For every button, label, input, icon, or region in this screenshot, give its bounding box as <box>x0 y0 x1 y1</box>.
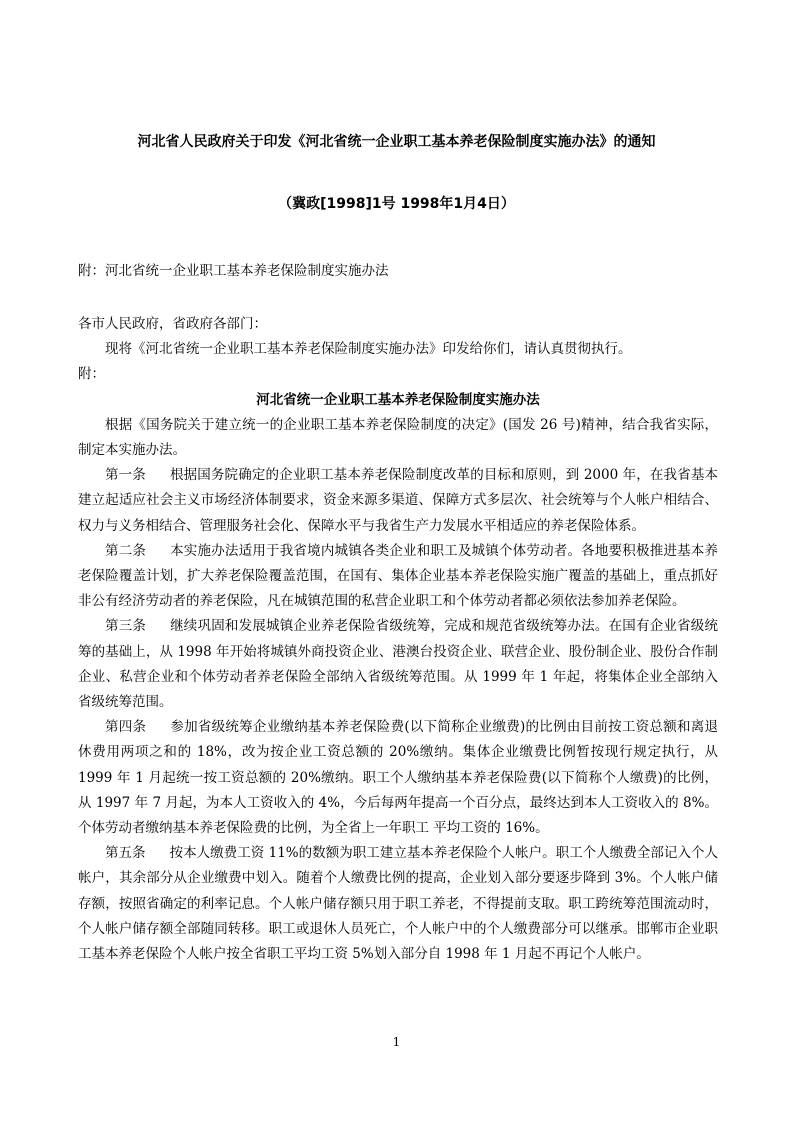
article-1 <box>78 463 718 539</box>
article-4 <box>78 715 718 841</box>
article-number: 第四条 <box>105 719 147 736</box>
document-body <box>78 312 718 967</box>
page-number: 1 <box>392 1035 401 1049</box>
annex-reference: 附：河北省统一企业职工基本养老保险制度实施办法 <box>78 263 389 279</box>
document-number: （冀政[1998]1号 1998年1月4日） <box>278 196 515 212</box>
article-number: 第二条 <box>105 542 147 559</box>
article-text: 本实施办法适用于我省境内城镇各类企业和职工及城镇个体劳动者。各地要积极推进基本养老保险覆盖计划，扩大养老保险覆盖范围，在国有、集体企业基本养老保险实施广覆盖的基础上，重点抓好非公有经济劳动者的养老保险，凡在城镇范围的私营企业职工和个体劳动者都必须依法参加养老保险。 <box>78 542 719 610</box>
article-number: 第五条 <box>105 845 146 862</box>
article-5 <box>78 841 718 967</box>
article-text: 按本人缴费工资 11%的数额为职工建立基本养老保险个人帐户。职工个人缴费全部记入个人帐户，其余部分从企业缴费中划入。随着个人缴费比例的提高，企业划入部分要逐步降到 3%。个人帐户储存额，按照省确定的利率记息。个人帐户储存额只用于职工养老，不得提前支取。职工跨统筹范围流动时，个人帐户储存额全部随同转移。职工或退休人员死亡，个人帐户中的个人缴费部分可以继承。邯郸市企业职工基本养老保险个人帐户按全省职工平均工资 5%划入部分自 1998 年 1 月起不再记个人帐户。 <box>78 845 719 963</box>
annex-label: 附： <box>78 366 105 383</box>
article-2 <box>78 539 718 615</box>
intro-paragraph: 现将《河北省统一企业职工基本养老保险制度实施办法》印发给你们，请认真贯彻执行。 <box>105 341 632 358</box>
section-title: 河北省统一企业职工基本养老保险制度实施办法 <box>256 391 540 408</box>
preamble-paragraph: 根据《国务院关于建立统一的企业职工基本养老保险制度的决定》(国发 26 号)精神，结合我省实际，制定本实施办法。 <box>78 416 718 459</box>
document-title: 河北省人民政府关于印发《河北省统一企业职工基本养老保险制度实施办法》的通知 <box>137 134 656 150</box>
article-3 <box>78 614 718 715</box>
article-text: 根据国务院确定的企业职工基本养老保险制度改革的目标和原则，到 2000 年，在我省基本建立起适应社会主义市场经济体制要求，资金来源多渠道、保障方式多层次、社会统筹与个人帐户相结合、权力与义务相结合、管理服务社会化、保障水平与我省生产力发展水平相适应的养老保险体系。 <box>78 467 718 534</box>
article-text: 参加省级统筹企业缴纳基本养老保险费(以下简称企业缴费)的比例由目前按工资总额和离退休费用两项之和的 18%，改为按企业工资总额的 20%缴纳。集体企业缴费比例暂按现行规定执行，从 1999 年 1 月起统一按工资总额的 20%缴纳。职工个人缴纳基本养老保险费(以下简称个人缴费)的比例，从 1997 年 7 月起，为本人工资收入的 4%，今后每两年提高一个百分点，最终达到本人工资收入的 8%。个体劳动者缴纳基本养老保险费的比例，为全省上一年职工 平均工资的 16%。 <box>78 719 718 837</box>
article-text: 继续巩固和发展城镇企业养老保险省级统筹，完成和规范省级统筹办法。在国有企业省级统筹的基础上，从 1998 年开始将城镇外商投资企业、港澳台投资企业、联营企业、股份制企业、股份合作制企业、私营企业和个体劳动者养老保险全部纳入省级统筹范围。从 1999 年 1 年起，将集体企业全部纳入省级统筹范围。 <box>78 618 719 711</box>
salutation: 各市人民政府，省政府各部门： <box>78 316 267 332</box>
article-number: 第一条 <box>105 467 146 484</box>
article-number: 第三条 <box>105 618 147 635</box>
